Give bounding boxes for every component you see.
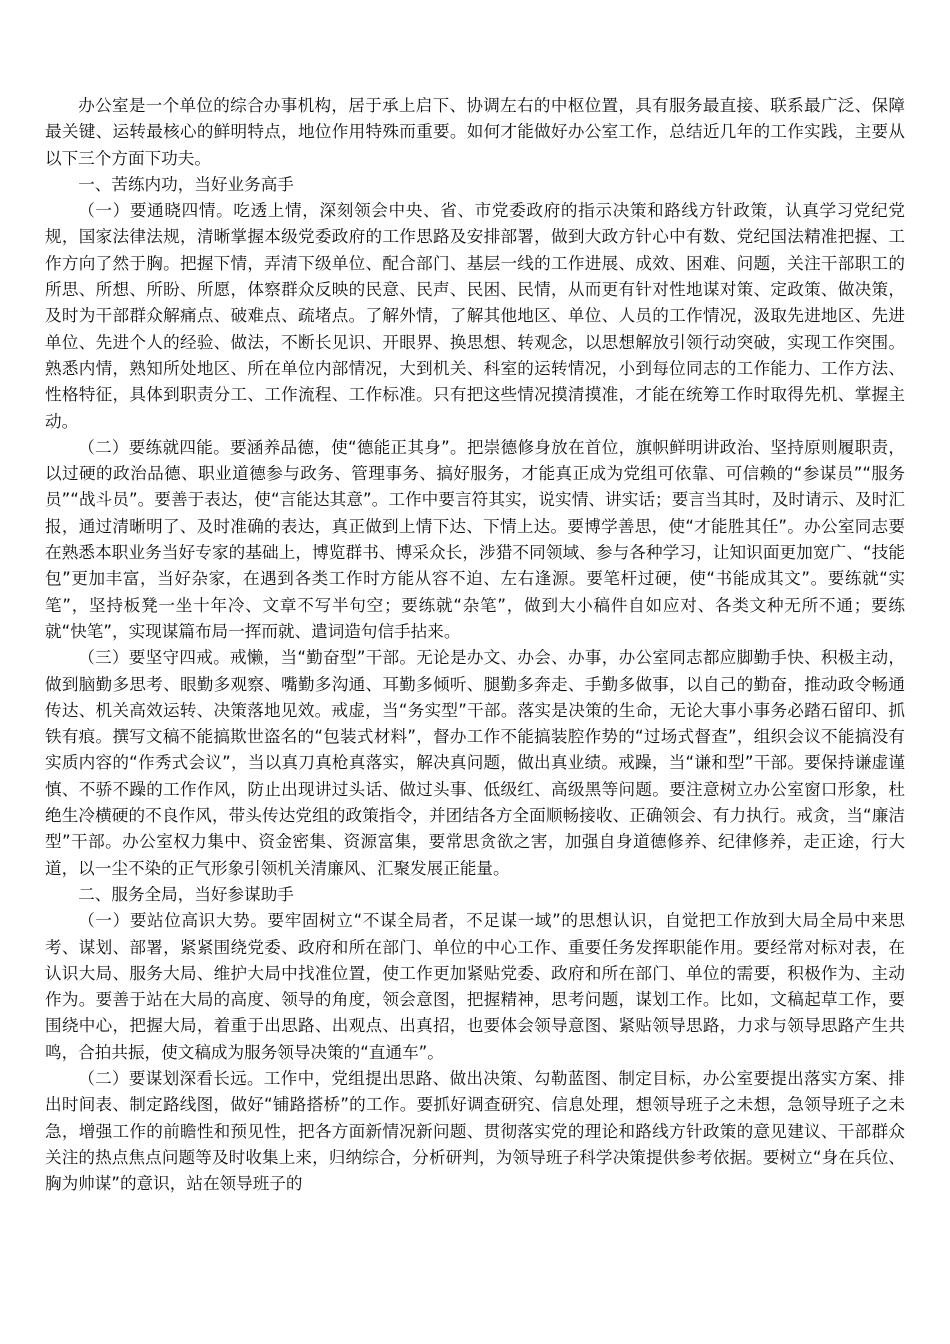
section-2-heading: 二、服务全局，当好参谋助手 bbox=[78, 884, 294, 904]
section-2-paragraph-2: （二）要谋划深看长远。工作中，党组提出思路、做出决策、勾勒蓝图、制定目标，办公室要提出落实方案、排出时间表、制定路线图，做好“铺路搭桥”的工作。要抓好调查研究、信息处理，想领导班子之未想，急领导班子之未急，增强工作的前瞻性和预见性，把各方面新情况新问题、贯彻落实党的理论和路线方针政策的意见建议、干部群众关注的热点焦点问题等及时收集上来，归纳综合，分析研判，为领导班子科学决策提供参考依据。要树立“身在兵位、胸为帅谋”的意识，站在领导班子的 bbox=[45, 1068, 905, 1194]
section-1-paragraph-1: （一）要通晓四情。吃透上情，深刻领会中央、省、市党委政府的指示决策和路线方针政策，认真学习党纪党规，国家法律法规，清晰掌握本级党委政府的工作思路及安排部署，做到大政方针心中有数、党纪国法精准把握、工作方向了然于胸。把握下情，弄清下级单位、配合部门、基层一线的工作进展、成效、困难、问题，关注干部职工的所思、所想、所盼、所愿，体察群众反映的民意、民声、民困、民情，从而更有针对性地谋对策、定政策、做决策，及时为干部群众解痛点、破难点、疏堵点。了解外情，了解其他地区、单位、人员的工作情况，汲取先进地区、先进单位、先进个人的经验、做法，不断长见识、开眼界、换思想、转观念，以思想解放引领行动突破，实现工作突围。熟悉内情，熟知所处地区、所在单位内部情况，大到机关、科室的运转情况，小到每位同志的工作能力、工作方法、性格特征，具体到职责分工、工作流程、工作标准。只有把这些情况摸清摸准，才能在统筹工作时取得先机、掌握主动。 bbox=[45, 201, 905, 431]
section-1-heading: 一、苦练内功，当好业务高手 bbox=[78, 174, 294, 194]
document-page bbox=[45, 93, 905, 1197]
section-1-paragraph-3: （三）要坚守四戒。戒懒，当“勤奋型”干部。无论是办文、办会、办事，办公室同志都应脚勤手快、积极主动，做到脑勤多思考、眼勤多观察、嘴勤多沟通、耳勤多倾听、腿勤多奔走、手勤多做事，以自己的勤奋，推动政令畅通传达、机关高效运转、决策落地见效。戒虚，当“务实型”干部。落实是决策的生命，无论大事小事务必踏石留印、抓铁有痕。撰写文稿不能搞欺世盗名的“包装式材料”，督办工作不能搞装腔作势的“过场式督查”，组织会议不能搞没有实质内容的“作秀式会议”，当以真刀真枪真落实，解决真问题，做出真业绩。戒躁，当“谦和型”干部。要保持谦虚谨慎、不骄不躁的工作作风，防止出现讲过头话、做过头事、低级红、高级黑等问题。要注意树立办公室窗口形象，杜绝生冷横硬的不良作风，带头传达党组的政策指令，并团结各方全面顺畅接收、正确领会、有力执行。戒贪，当“廉洁型”干部。办公室权力集中、资金密集、资源富集，要常思贪欲之害，加强自身道德修养、纪律修养，走正途，行大道，以一尘不染的正气形象引领机关清廉风、汇聚发展正能量。 bbox=[45, 648, 905, 878]
section-2-paragraph-1: （一）要站位高识大势。要牢固树立“不谋全局者，不足谋一域”的思想认识，自觉把工作放到大局全局中来思考、谋划、部署，紧紧围绕党委、政府和所在部门、单位的中心工作、重要任务发挥职能作用。要经常对标对表，在认识大局、服务大局、维护大局中找准位置，使工作更加紧贴党委、政府和所在部门、单位的需要，积极作为、主动作为。要善于站在大局的高度、领导的角度，领会意图，把握精神，思考问题，谋划工作。比如，文稿起草工作，要围绕中心，把握大局，着重于出思路、出观点、出真招，也要体会领导意图、紧贴领导思路，力求与领导思路产生共鸣，合拍共振，使文稿成为服务领导决策的“直通车”。 bbox=[45, 911, 905, 1062]
section-1-paragraph-2: （二）要练就四能。要涵养品德，使“德能正其身”。把崇德修身放在首位，旗帜鲜明讲政治、坚持原则履职责，以过硬的政治品德、职业道德参与政务、管理事务、搞好服务，才能真正成为党组可依靠、可信赖的“参谋员”“服务员”“战斗员”。要善于表达，使“言能达其意”。工作中要言符其实，说实情、讲实话；要言当其时，及时请示、及时汇报，通过清晰明了、及时准确的表达，真正做到上情下达、下情上达。要博学善思，使“才能胜其任”。办公室同志要在熟悉本职业务当好专家的基础上，博览群书、博采众长，涉猎不同领域、参与各种学习，让知识面更加宽广、“技能包”更加丰富，当好杂家，在遇到各类工作时方能从容不迫、左右逢源。要笔杆过硬，使“书能成其文”。要练就“实笔”，坚持板凳一坐十年冷、文章不写半句空；要练就“杂笔”，做到大小稿件自如应对、各类文种无所不通；要练就“快笔”，实现谋篇布局一挥而就、遣词造句信手拈来。 bbox=[45, 437, 905, 641]
intro-paragraph: 办公室是一个单位的综合办事机构，居于承上启下、协调左右的中枢位置，具有服务最直接、联系最广泛、保障最关键、运转最核心的鲜明特点，地位作用特殊而重要。如何才能做好办公室工作，总结近几年的工作实践，主要从以下三个方面下功夫。 bbox=[45, 96, 905, 168]
